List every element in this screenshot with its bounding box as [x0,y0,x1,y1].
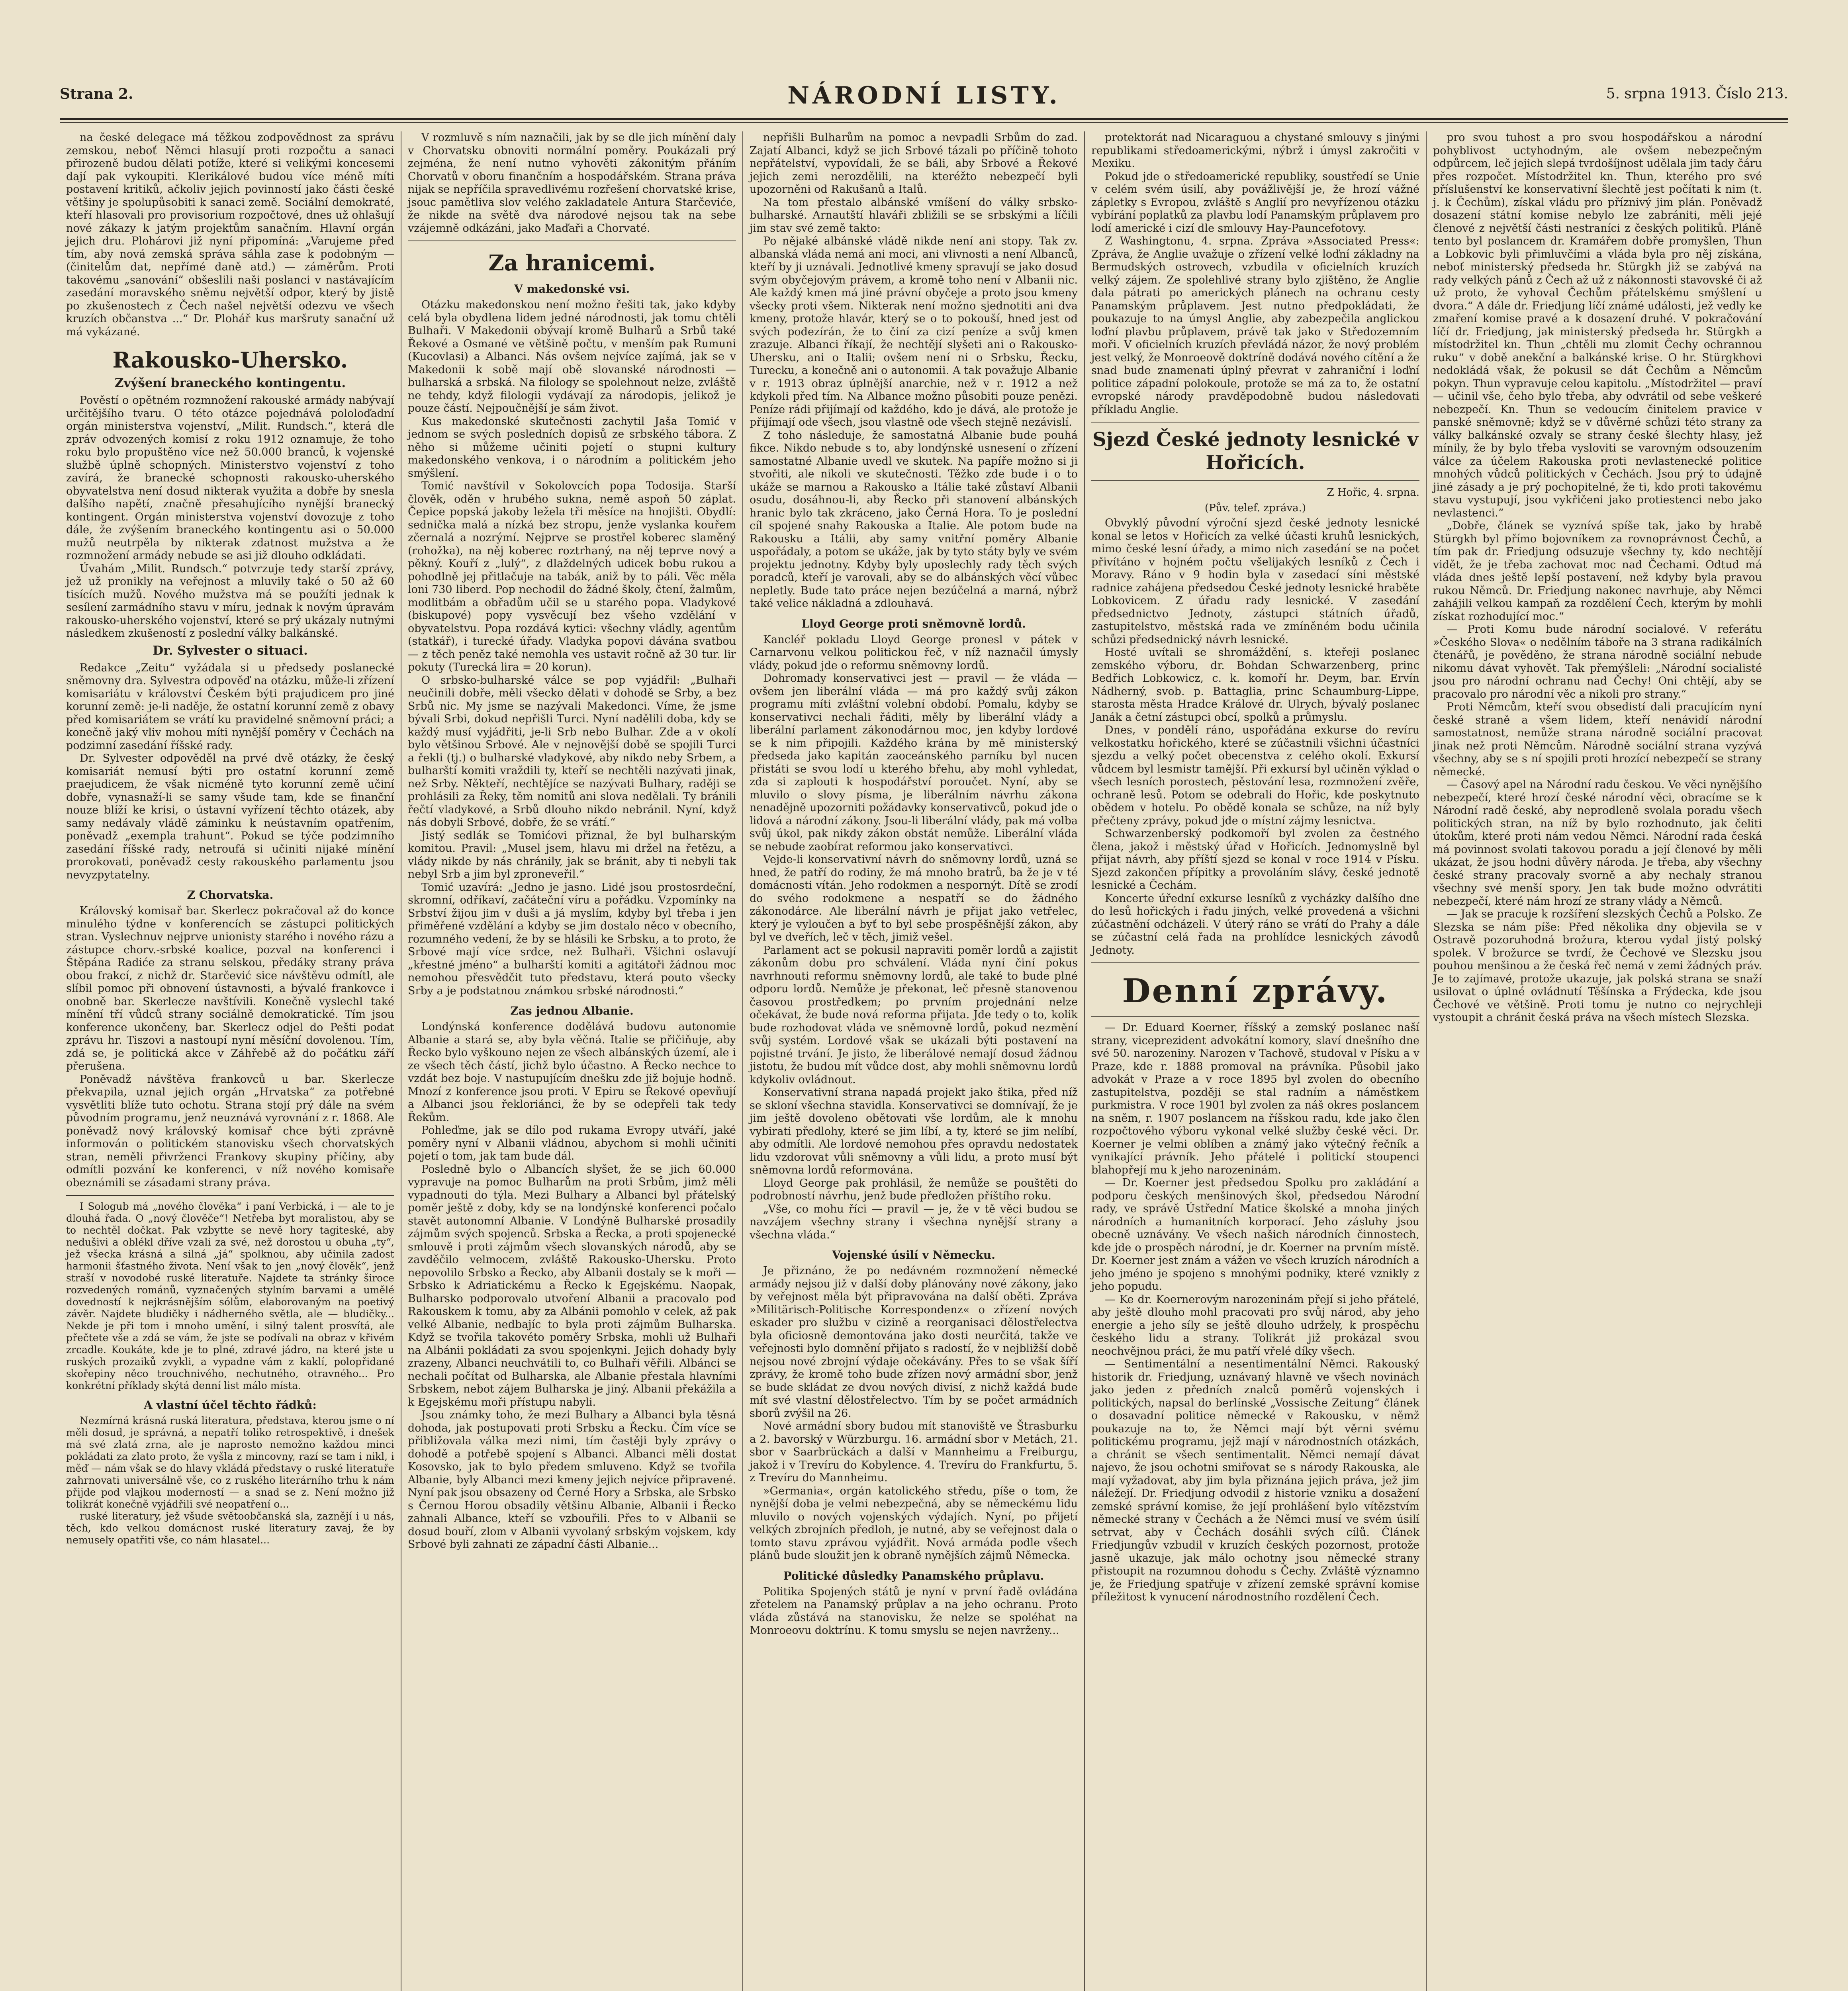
article-text: Královský komisař bar. Skerlecz pokračoval až do konce minulého týdne v konferencích se zástupci politických stran. Vyslechnuv nejprve unionisty starého i nového rázu a zástupce chorv.-srbské koalice, pozval na konferenci i Štěpána Radiće za stranu selskou, předáky strany práva obou frakcí, z nichž dr. Starčević sice návštěvu odmítl, ale slíbil pomoc při obnovení ústavnosti, a bývalé frankovce i onobně bar. Skerlecze navštívili. Konečně vyslechl také mínění tří vůdců strany sociálně demokratické. Tím jsou konference ukončeny, bar. Skerlecz odjel do Pešti podat zprávu hr. Tiszovi a nastoupí nyní měsíční dovolenou. Tím, zdá se, je politická akce v Záhřebě až do počátku září přerušena. [66,905,394,1072]
article-text: — Dr. Koerner jest předsedou Spolku pro zakládání a podporu českých menšinových škol, předsedou Národní rady, ve správě Ústřední Matice školské a mnoha jiných národních a humanitních korporací. Jeho zásluhy jsou obecně uznávány. Ve všech našich národních činnostech, kde jde o prospěch národní, je dr. Koerner na prvním místě. Dr. Koerner jest znám a vážen ve všech kruzích národních a jeho jméno je spojeno s mnohými podniky, které vznikly z jeho popudu. [1091,1177,1419,1293]
article-text: Koncerte úřední exkurse lesníků z vycházky dalšího dne do lesů hořických i řadu jiných, velké provedená a všichni zúčastnění odcházeli. V úterý ráno se vrátí do Prahy a dále se zúčastní celá řada na prohlídce lesnických závodů Jednoty. [1091,892,1419,956]
divider [1091,962,1419,963]
section-heading: Rakousko-Uhersko. [112,347,348,373]
article-text: Z toho následuje, že samostatná Albanie bude pouhá fikce. Nikdo nebude s to, aby londýnské usnesení o zřízení samostatné Albanie uvedl ve skutek. Na papíře možno si ji stvořiti, ale nikoli ve skutečnosti. Těžko zde bude i o to ukáže se marnou a Rakousko a Itálie také zůstaví Albanii osudu, dosáhnou-li, aby Řecko při stanovení albánských hranic bylo tak zkráceno, jako Černá Hora. To je poslední cíl spojené snahy Rakouska a Italie. Ale potom bude na Rakousku a Itálii, aby samy vnitřní poměry Albanie uspořádaly, a potom se ukáže, jak by tyto státy byly ve svém projektu jednotny. Kdyby byly uposlechly rady těch svých poradců, kteří je varovali, aby se do albánských věcí vůbec nepletly. Bude tato práce nejen bezúčelná a marná, nýbrž také velice nákladná a zdlouhavá. [750,429,1078,610]
column-1 [60,131,401,1991]
section-heading: Za hranicemi. [488,250,656,276]
feuilleton-subheading: A vlastní účel těchto řádků: [144,1398,317,1412]
article-text: Na tom přestalo albánské vmíšení do války srbsko-bulharské. Arnautští hlaváři zbližili se se srbskými a líčili jim stav své země takto: [750,196,1078,235]
article-heading: Politické důsledky Panamského průplavu. [783,1569,1044,1582]
article-text: Z Washingtonu, 4. srpna. Zpráva »Associated Press«: Zpráva, že Anglie uvažuje o zřízení velké loďní základny na Bermudských ostrovech, vzbudila v oficielních kruzích velký zájem. Ze spolehlivé strany bylo zjištěno, že Anglie dala pátrati po amerických plánech na ochranu cesty Panamským průplavem. Jest nutno předpokládati, že poukazuje to na úmysl Anglie, aby zabezpečila anglickou loďní plavbu průplavem, právě tak jako v Středozemním moři. V oficielních kruzích převládá názor, že nový problém jest velký, že Monroeově doktríně dodává nového cítění a že snad bude znamenati úplný převrat v zahraniční i loďní politice západní polokoule, protože se má za to, že ostatní evropské národy pravděpodobně budou následovati příkladu Anglie. [1091,235,1419,416]
article-text: Je přiznáno, že po nedávném rozmnožení německé armády nejsou již v další doby plánovány nové zákony, jako by veřejnost měla být připravována na další oběti. Zpráva »Militärisch-Politische Korrespondenz« o zřízení nových eskader pro službu v cizině a reorganisaci dělostřelectva byla oficiosně demontována jako dosti neurčitá, takže ve veřejnosti bylo domnění přijato s radostí, že v nejbližší době nejsou nové zbrojní výdaje očekávány. Přes to se však šíří zprávy, že kromě toho bude zřízen nový armádní sbor, jenž se bude skládat ze dvou nových divisí, z nichž každá bude mít své vlastní dělostřelectvo. Tím by se počet armádních sborů zvýšil na 26. [750,1265,1078,1420]
article-heading: Vojenské úsilí v Německu. [832,1248,996,1261]
article-heading: Z Chorvatska. [187,888,274,902]
article-text: V rozmluvě s ním naznačili, jak by se dle jich mínění daly v Chorvatsku obnoviti normální poměry. Poukázali prý zejména, že není nutno vyhověti zákonitým přáním Chorvatů v oboru finančním a hospodářském. Strana práva nijak se nepříčila spravedlivému rozřešení chorvatské krise, jsouc pamětliva slov velého zakladatele Antura Starčeviće, že nikde na světě dva národové nejsou tak na sebe vzájemně odkázáni, jako Maďaři a Chorvaté. [408,131,736,235]
article-text: Proti Němcům, kteří svou obsedistí dali pracujícím nyní české straně a všem lidem, kteří nenávidí národní samostatnost, nemůže strana národně sociální pracovat jinak než proti Němcům. Národně sociální strana vyzývá všechny, aby se s ní spojili proti hrozící nebezpečí se strany německé. [1433,701,1762,778]
header-rule [60,118,1788,120]
article-heading: Zvýšení braneckého kontingentu. [114,376,346,390]
article-text: Dohromady konservativci jest — pravil — že vláda — ovšem jen liberální vláda — má pro každý svůj zákon programu míti zvláštní volební období. Pomalu, kdyby se konservativci nechali řáditi, měly by liberální vlády a liberální parlament zákonodárnou moc, jen kdyby lordové se k nim připojili. Každého krána by mě ministerský předseda jako kapitán zaoceánského parníku byl nucen přistáti se svou lodí u kterého břehu, aby mohl vyhledat, zda si zaplouti k hospodářství poroučet. Nyní, aby se mluvilo o slovy písma, je liberálním návrhu zákona nenadějně upozorniti požádavky konservativců, pokud jde o lidová a národní zákony. Jsou-li liberální vlády, pak má volba svůj úkol, pak nikdy zákon obstát nemůže. Liberální vláda se nebude zaobírat reformou jako konservativci. [750,672,1078,853]
section-heading: Denní zprávy. [1122,972,1389,1010]
article-text: nepřišli Bulharům na pomoc a nevpadli Srbům do zad. Zajatí Albanci, když se jich Srbové tázali po příčině tohoto nepřátelství, vypovídali, že se báli, aby Srbové a Řekové jejich zemi nerozdělili, na kteréžto nebezpečí byli upozorněni od Rakušanů a Italů. [750,131,1078,196]
feuilleton-text: Nezmírná krásná ruská literatura, představa, kterou jsme o ní měli dosud, je správná, a nepatří toliko retrospektivě, i dnešek má své zlatá zrna, ale je naprosto nemožno každou minci pokládati za zlato proto, že vyšla z mincovny, razí se tam i nikl, i měď — nám však se do hlavy vkládá představy o ruské literatuře zahrnovati universálně vše, co z ruského literárního trhu k nám přijde pod vlajkou moderností — a snad se z. Není možno již tolikrát konečně vyjádřili své neopatření o... [66,1415,394,1510]
article-text: „Dobře, článek se vyznívá spíše tak, jako by hrabě Stürgkh byl přímo bojovníkem za rovnoprávnost Čechů, a tím pak dr. Friedjung odsuzuje všechny ty, kdo nechtějí vidět, že je třeba zachovat moc nad Čechami. Odtud má vláda dnes ještě lepší postavení, než kdyby byla pravou rukou Němců. Dr. Friedjung nakonec navrhuje, aby Němci zahájili velkou kampaň za rozdělení Čech, kterým by mohli získat rozhodující moc.“ [1433,520,1762,623]
article-heading-large: Sjezd České jednoty lesnické v Hořicích. [1092,428,1419,474]
article-text: — Jak se pracuje k rozšíření slezských Čechů a Polsko. Ze Slezska se nám píše: Před několika dny objevila se v Ostravě pozoruhodná brožura, kterou vydal jistý polský spolek. V brožurce se tvrdí, že Čechové ve Slezsku jsou pouhou menšinou a že česká řeč nemá v zemi žádných práv. Je to zajímavé, protože ukazuje, jak polská strana se snaží usilovat o úplné ovládnutí Těšínska a Frýdecka, kde jsou Čechové ve většině. Proti tomu je nutno co nejrychleji vystoupit a chránit česká práva na všech místech Slezska. [1433,908,1762,1024]
page-header [60,82,1788,119]
article-text: Otázku makedonskou není možno řešiti tak, jako kdyby celá byla obydlena lidem jedné národnosti, jak tomu chtěli Bulhaři. V Makedonii obývají kromě Bulharů a Srbů také Řekové a Osmané ve většině počtu, v menším pak Rumuni (Kucovlasi) a Albanci. Nás ovšem nejvíce zajímá, jak se v Makedonii k sobě mají obě slovanské národnosti — bulharská a srbská. Na filology se spolehnout nelze, zvláště ne tehdy, když filologii vydávají za národopis, jelikož je pouze částí. Nejpoučnější je sám život. [408,299,736,415]
article-heading: Lloyd George proti sněmovně lordů. [801,617,1026,630]
article-text: Pověstí o opětném rozmnožení rakouské armády nabývají určitějšího tvaru. O této otázce pojednává pololoďadní orgán ministerstva vojenství, „Milit. Rundsch.“, která dle zpráv odvozených komisí z roku 1912 oznamuje, že toho roku bylo propuštěno více než 50.000 branců, k vojenské službě úplně schopných. Ministerstvo vojenství z toho zavírá, že branecké schopnosti rakousko-uherského obyvatelstva není dosud nikterak využita a dobře by snesla dalšího napětí, značně přesahujícího nynější branecký kontingent. Orgán ministerstva vojenství dovozuje z toho dále, že zvýšením braneckého kontingentu asi o 50.000 mužů neutrpěla by nikterak zdatnost mužstva a že rozmnožení armády nebude se asi již dlouho odkládati. [66,394,394,562]
dateline: Z Hořic, 4. srpna. [1327,487,1419,499]
article-text: Vejde-li konservativní návrh do sněmovny lordů, uzná se hned, že patří do rodiny, že má mnoho bratrů, ba že je v té domácnosti vítán. Jeho rodokmen a nespornýt. Dítě se zrodí do svého rodokmene a nespatří se do žádného zákonodárce. Ale liberální návrh je přijat jako vetřelec, který je vyloučen a byť to byl sebe prospěšnější zákon, aby byl ve dveřích, leč v těch, jimiž vešel. [750,853,1078,943]
column-4 [1085,131,1427,1991]
newspaper-columns [60,131,1788,1991]
article-text: Hosté uvítali se shromáždění, s. kteřeji poslanec zemského výboru, dr. Bohdan Schwarzenberg, princ Bedřich Lobkowicz, c. k. komoří hr. Deym, bar. Ervín Nádherný, svob. p. Battaglia, princ Schaumburg-Lippe, starosta města Hradce Králové dr. Ulrych, bývalý poslanec Janák a četní zástupci obcí, spolků a průmyslu. [1091,646,1419,724]
article-text: Tomić navštívil v Sokolovcích popa Todosija. Starší člověk, oděn v hrubého sukna, nemě aspoň 50 záplat. Čepice popská jakoby ležela tři měsíce na hnojišti. Obydlí: sednička malá a nízká bez stropu, jenže vyslanka kouřem zčernalá a nozrýmí. Nejprve se prostřel koberec slaměný (rohožka), na něj koberec roztrhaný, na něj teprve nový a pěkný. Kouří z „lulý“, z dlaždelných udicek bobu rukou a pohodlně jej přitlačuje na tabák, aniž by to páli. Věc měla loni 730 liberd. Pop nechodil do žádné školy, čtení, žalmům, modlitbám a obřadům učil se u starého popa. Vladykové (biskupové) popy vysvěcují bez všeho vzdělání v obyvatelstvu. Popa rozdává kytici: všechny vládly, agentům (statkář), i turecké úřady. Vladyka popovi dávána svatbou — z těch peněz také nemohla ves ustavit ročně až 30 tur. lir pokuty (Turecká lira = 20 korun). [408,480,736,673]
article-text: protektorát nad Nicaraguou a chystané smlouvy s jinými republikami středoamerickými, nýbrž i úmysl zakročiti v Mexiku. [1091,131,1419,170]
article-text: Jsou známky toho, že mezi Bulhary a Albanci byla těsná dohoda, jak postupovati proti Srbsku a Řecku. Čím více se přibližovala válka mezi nimi, tím častěji byly zprávy o dohodě a potřebě spojení s Albanci. Albanci měli dostat Kosovsko, jak to bylo předem smluveno. Když se tvořila Albanie, byly Albanci mezi kmeny jejich nejvíce připravené. Nyní pak jsou obsazeny od Černé Hory a Srbska, ale Srbsko s Černou Horou obsadily většinu Albanie, Albanii i Řecko zahnali Albance, kteří se vzbouřili. Přes to v Albanii se dosud bouří, zlom v Albanii vyvolaný srbským vojskem, kdy Srbové byli zahnati ze západní části Albanie... [408,1409,736,1551]
masthead-title: NÁRODNÍ LISTY. [787,82,1061,110]
article-text: Dr. Sylvester odpověděl na prvé dvě otázky, že český komisariát nemusí býti pro ostatní korunní země praejudicem, že však nicméně tyto korunní země učiní dobře, vynasnaží-li se samy všude tam, kde se finanční nouze blíží ke krisi, o ústavní vyřízení těchto otázek, aby samy nedávaly vládě záminku k neústavním opatřením, poněvadž „exempla trahunt“. Pokud se týče podzimního zasedání říšské rady, netroufá si učiniti nijaké mínění prorokovati, poněvadž cesty rakouského parlamentu jsou nevyzpytatelny. [66,752,394,881]
feuilleton-text: I Sologub má „nového člověka“ i paní Verbická, i — ale to je dlouhá řada. O „nový člověče“! Netřeba byt moralistou, aby se to nechtěl dočkat. Pak vzbytte se nevě hory tagiteské, aby nedušivi a oblékl dříve vzali za své, než dorostou u obuha „ty“, jež všecka krásná a silná „já“ spolknou, aby učinila zadost harmonii šťastného života. Není však to jen „nový člověk“, jenž straší v novodobé ruské literatuře. Najdete ta stránky široce rozvedených románů, vyznačených stylním barvami a umělé dovedností k nejkrásnějším sólům, elaborovaným na poetivý závěr. Najdete bludičky i nádherného světla, ale — bludičky... Nekde je při tom i mnoho umění, i silný talent prosvítá, ale přečtete vše a zdá se vám, že jste se podívali na obraz v křivém zrcadle. Koukáte, kde je to plné, zdravé jádro, na které jste u ruských prozaiků zvykli, a vypadne vám z kaklí, polopřidané skořepiny něco trouchnivého, nechutného, otravného... Pro konkrétní příklady skýtá denní list málo místa. [66,1201,394,1391]
column-5 [1427,131,1768,1991]
column-3 [743,131,1085,1991]
divider [1091,1016,1419,1017]
article-text: Konservativní strana napadá projekt jako štika, před níž se skloní všechna stavidla. Konservativci se domnívají, že je jim ještě dovoleno obětovati vše lordům, ale k mnohu vybirati předlohy, které se jim líbí, a ty, které se jim nelíbí, aby odmítli. Ale lordové nemohou přes opravdu nedostatek lidu vzdorovat vůli sněmovny a vůli lidu, a proto musí být sněmovna lordů reformována. [750,1086,1078,1176]
article-text: Po nějaké albánské vládě nikde není ani stopy. Tak zv. albanská vláda nemá ani moci, ani vlivnosti a není Albanců, kteří by ji uznávali. Jednotlivé kmeny spravují se jako dosud svým obyčejovým právem, a kromě toho není v Albanii nic. Ale každý kmen má jiné právní obyčeje a proto jsou kmeny všecky proti všem. Nikterak není možno sjednotiti ani dva kmeny, protože hlavár, který se o to pokouší, hned jest od svých podezírán, že to činí za cizí peníze a svůj kmen zrazuje. Albanci říkají, že nechtějí slyšeti ani o Rakousko-Uhersku, ani o Italii; ovšem není ni o Srbsku, Řecku, Turecku, a konečně ani o autonomii. A tak považuje Albanie v r. 1913 obraz úplnější anarchie, než v r. 1912 a než kdykoli před tím. Na Albance možno působiti pouze penězi. Peníze rádi přijímají od každého, kdo je dává, ale protože je přijímají ode všech, jsou vlastně ode všech stejně nezávislí. [750,235,1078,428]
feuilleton-divider [66,1195,394,1196]
article-text: Kus makedonské skutečnosti zachytil Jaša Tomić v jednom se svých posledních dopisů ze srbského tábora. Z něho si můžeme učiniti pojetí o stupni kultury makedonského venkova, i o národním a politickém jeho smýšlení. [408,415,736,479]
article-text: Pohleďme, jak se dílo pod rukama Evropy utváří, jaké poměry nyní v Albanii vládnou, abychom si mohli učiniti pojetí o tom, jak tam bude dál. [408,1124,736,1162]
article-text: Londýnská konference dodělává budovu autonomie Albanie a stará se, aby byla věčná. Italie se přičiňuje, aby Řecko bylo vyškouno nejen ze všech albánských území, ale i ze všech těch částí, jichž bylo účastno. A Řecko nechce to vzdát bez boje. V nastupujícím dnešku zde již bojuje hodně. Mnozí z konference jsou proti. V Epiru se Řekové opevňují a Albanci jsou řekloriánci, že by se odepřeli tak tedy Řekům. [408,1021,736,1124]
article-text: — Proti Komu bude národní socialové. V referátu »Českého Slova« o nedělním táboře na 3 strana radikálních čtenářů, je pověděno, že strana národně sociální nebude nikomu dávat vyhovět. Tak přemýšleli: „Národní socialisté jsou pro národní ochranu nad Čechy! Oni chtějí, aby se pracovalo pro národní věc a nikoli pro strany.“ [1433,623,1762,700]
article-text: — Dr. Eduard Koerner, říšský a zemský poslanec naší strany, viceprezident advokátní komory, slaví dnešního dne své 50. narozeniny. Narozen v Tachově, studoval v Písku a v Praze, kde r. 1888 promoval na právníka. Působil jako advokát v Praze a v roce 1895 byl zvolen do obecního zastupitelstva, později se stal radním a náměstkem purkmistra. V roce 1901 byl zvolen za náš okres poslancem na sněm, r. 1907 poslancem na říšskou radu, kde jako člen rozpočtového výboru vykonal velké služby české věci. Dr. Koerner je velmi oblíben a známý jako výtečný řečník a vynikající právník. Jeho přátelé i politickí stoupenci blahopřejí mu k jeho narozeninám. [1091,1021,1419,1176]
article-text: Parlament act se pokusil napraviti poměr lordů a zajistit zákonům dobu pro schválení. Vláda nyní činí pokus navrhnouti reformu sněmovny lordů, ale také to bude plné odporu lordů. Nemůže je překonat, leč přesně stanovenou časovou prostředkem; po prvním projednání nelze očekávat, že bude nová reforma přijata. Jde tedy o to, kolik bude rozhodovat vláda ve sněmovně lordů, pokud nezmění svůj systém. Lordové však se ukázali býti postavení na pojistné trvání. Je jisto, že liberálové nemají dosud žádnou jistotu, že budou mít vůdce dost, aby mohli sněmovnu lordů kdykoliv ovládnout. [750,944,1078,1086]
article-text: Kancléř pokladu Lloyd George pronesl v pátek v Carnarvonu velkou politickou řeč, v níž naznačil úmysly vlády, pokud jde o reformu sněmovny lordů. [750,633,1078,672]
article-text: Lloyd George pak prohlásil, že nemůže se pouštěti do podrobností návrhu, jenž bude předložen příštího roku. [750,1177,1078,1202]
feuilleton-text: ruské literatury, jež všude světoobčanská sla, zaznějí i u nás, těch, kdo velkou domácnost ruské literatury zavaj, že by nemusely opatřiti vše, co nám hlasatel... [66,1510,394,1546]
article-heading: V makedonské vsi. [514,282,630,295]
article-heading: Zas jednou Albanie. [510,1004,634,1017]
dateline-source: (Pův. telef. zpráva.) [1204,502,1306,514]
article-text: Pokud jde o středoamerické republiky, soustředí se Unie v celém svém úsilí, aby povážlivější je, že hrozí vážné zápletky s Evropou, zvláště s Anglií pro nevyřízenou otázku vybírání poplatků za plavbu lodí Panamským průplavem pro lodí americké i cizí dle smlouvy Hay-Pauncefotovy. [1091,170,1419,235]
article-text: Nové armádní sbory budou mít stanoviště ve Štrasburku a 2. bavorský v Würzburgu. 16. armádní sbor v Metách, 21. sbor v Saarbrückách a další v Mannheimu a Freiburgu, jakož i v Trevíru do Kobylence. 4. Trevíru do Frankfurtu, 5. z Trevíru do Mannheimu. [750,1420,1078,1484]
article-text: O srbsko-bulharské válce se pop vyjádřil: „Bulhaři neučinili dobře, měli všecko dělati v dohodě se Srby, a bez Srbů nic. My jsme se nazývali Makedonci. Víme, že jsme bývali Srbi, dokud nepřišli Turci. Nyní nadělili doba, kdy se každý musí vyjádřiti, je-li Srb nebo Bulhar. Zde a v okolí bylo většinou Srbové. Ale v nejnovější době se spojili Turci a řekli (tj.) o bulharské vladykové, aby nikdo neby Srbem, a bulharští komiti vraždili ty, kteří se nechtěli nazývati jinak, než Srby. Někteří, nechtějíce se nazývati Bulhary, raději se prohlásili za Řeky, těm nomitů ani slova nedělali. Ty bránili řečtí vladykové, a Srbů dlouho nikdo nebránil. Nyní, když nás dobyli Srbové, dobře, že se vrátí.“ [408,674,736,829]
issue-date: 5. srpna 1913. Číslo 213. [1606,86,1788,102]
sjezd-box [1091,422,1419,481]
article-text: Obvyklý původní výroční sjezd české jednoty lesnické konal se letos v Hořicích za velké účasti kruhů lesnických, mimo české lesní úřady, a mimo nich zasedání se na počet přivítáno v hojném počtu všelijakých lesníků z Čech i Moravy. Ráno v 9 hodin byla v zasedací síni městské radnice zahájena předsedou České jednoty lesnické hraběte Lobkovicem. Z úřadu rady lesnické. V zasedání předsednictvo Jednoty, zástupci státních úřadů, zastupitelstvo, městská rada ve zmíněném bodu učinila schůzi předsednický návrh lesnické. [1091,517,1419,646]
page-number: Strana 2. [60,86,133,102]
column-2 [401,131,743,1991]
article-text: Redakce „Zeitu“ vyžádala si u předsedy poslanecké sněmovny dra. Sylvestra odpověď na otázku, může-li zřízení komisariátu v království Českém býti prajudicem pro jiné korunní země: je-li naděje, že ostatní korunní země z obavy před komisariátem se vrátí ku pravidelné sněmovní práci; a konečně jaký vliv mohou míti nynější poměry v Čechách na podzimní zasedání říšské rady. [66,661,394,752]
article-text: Jistý sedlák se Tomićovi přiznal, že byl bulharským komitou. Pravil: „Musel jsem, hlavu mi držel na řetězu, a vlády nikde by nás chránily, jak se bránit, aby ti nebyli tak nebyl Srb a jim byl zproneveřil.“ [408,829,736,880]
article-heading: Dr. Sylvester o situaci. [153,643,308,658]
article-text: na české delegace má těžkou zodpovědnost za správu zemskou, neboť Němci hlasují proti rozpočtu a sanaci přirozeně budou dělati potíže, které si velikými koncesemi dají pak vykoupiti. Klerikálové budou více méně míti postavení kritiků, ačkoliv jejich povinností jako části české většiny je spolupůsobiti k sanaci země. Sociální demokraté, kteří hlasovali pro provisorium rozpočtové, dnes už ohlašují nové zákazy k jatým projektům sanačním. Hlavní orgán jejich dru. Plohárovi již nyní připomíná: „Varujeme před tím, aby nová zemská správa sáhla zase k podobným — (činitelům dat, nepřímé daně atd.) — záměrům. Proti takovému „sanování“ obšeslili naši poslanci v nastávajícím zasedání moravského sněmu největší odpor, který by jistě po zkušenostech z Čech našel největší odezvu ve všech kruzích občanstva ...“ Dr. Plohář kus maršruty sanační už má vykázané. [66,131,394,338]
article-text: — Sentimentální a nesentimentální Němci. Rakouský historik dr. Friedjung, uznávaný hlavně ve všech novinách jako jeden z předních znalců poměrů vojenských i politických, napsal do berlínské „Vossische Zeitung“ článek o dosavadní politice německé v Rakousku, v němž poukazuje na to, že Němci mají být věrni svému politickému programu, jejž mají v národnostních otázkách, a chránit se všech sentimentalit. Němci nemají dávat najevo, že jsou ochotni smiřovat se s národy Rakouska, ale mají vyžadovat, aby jim byla přiznána jejich práva, jež jim náležejí. Dr. Friedjung odvodil z historie vzniku a dosažení zemské správní komise, že její prohlášení bylo vítězstvím německé strany v Čechách a že Němci musí ve svém úsilí setrvat, aby v Čechách dosáhli svých cílů. Článek Friedjungův vzbudil v kruzích českých pozornost, protože jasně ukazuje, jak málo ochotny jsou německé strany přistoupit na rozumnou dohodu s Čechy. Zvláště významno je, že Friedjung spatřuje v zřízení zemské správní komise příležitost k vynucení národnostního rozdělení Čech. [1091,1358,1419,1603]
article-text: — Ke dr. Koernerovým narozeninám přejí si jeho přátelé, aby ještě dlouho mohl pracovati pro svůj národ, aby jeho energie a jeho síly se ještě dlouho udržely, k prospěchu českého lidu a strany. Tolikrát již prokázal svou neochvějnou práci, že mu patří vřelé díky všech. [1091,1293,1419,1357]
article-text: Schwarzenberský podkomoří byl zvolen za čestného člena, jakož i městský úřad v Hořicích. Jednomyslně byl přijat návrh, aby příští sjezd se konal v roce 1914 v Písku. Sjezd zakončen přípitky a provoláním slávy, české jednotě lesnické a Čechám. [1091,827,1419,892]
article-text: Úvahám „Milit. Rundsch.“ potvrzuje tedy starší zprávy, jež už pronikly na veřejnost a mluvily také o 50 až 60 tisících mužů. Nového mužstva má se použíti jednak k sesílení zarmádního stavu v míru, jednak k novým úpravám rakousko-uherského vojenství, které se prý ukázaly nutnými následkem zkušeností z poslední války balkánské. [66,562,394,640]
article-text: — Časový apel na Národní radu českou. Ve věci nynějšího nebezpečí, které hrozí české národní věci, obracíme se k Národní radě české, aby neprodleně svolala poradu všech politických stran, na níž by bylo rozhodnuto, jak čeliti útokům, které proti nám vedou Němci. Národní rada česká má povinnost svolati takovou poradu a její členové by měli ukázat, že jsou hodni důvěry národa. Je třeba, aby všechny české strany pracovaly svorně a aby nechaly stranou všechny své menší spory. Jen tak bude možno odvrátiti nebezpečí, které nám hrozí ze strany vlády a Němců. [1433,778,1762,907]
article-text: »Germania«, orgán katolického středu, píše o tom, že nynější doba je velmi nebezpečná, aby se německému lidu mluvilo o nových vojenských výdajích. Nyní, po přijetí velkých zbrojních předloh, je nutné, aby se veřejnost dala o tomto stavu zprávou vyjádřit. Nová armáda podle všech plánů bude sloužit jen k obraně nynějších zájmů Německa. [750,1484,1078,1562]
article-text: „Vše, co mohu říci — pravil — je, že v tě věci budou se navzájem všechny strany i všechna nynější strany a všechna vláda.“ [750,1203,1078,1241]
article-text: Politika Spojených států je nyní v první řadě ovládána zřetelem na Panamský průplav a na jeho ochranu. Proto vláda zůstává na stanovisku, že nelze se spoléhat na Monroeovu doktrínu. K tomu smyslu se nejen navrženy... [750,1585,1078,1637]
article-text: Poněvadž návštěva frankovců u bar. Skerlecze překvapila, uznal jejich orgán „Hrvatska“ za potřebné vysvětliti blíže tuto ochotu. Strana stojí prý dále na svém původním programu, jenž neuznává vyrovnání z r. 1868. Ale poněvadž nový královský komisař chce býti zprávně informován o politickém stanovisku všech chorvatských stran, neměli přivrženci Frankovy skupiny příčiny, aby odmítli pozvání ke konferenci, v níž nového komisaře obeznámili se zásadami strany práva. [66,1073,394,1189]
article-text: pro svou tuhost a pro svou hospodářskou a národní pohyblivost uctyhodným, ale ovšem nebezpečným odpůrcem, leč jejich slepá tvrdošíjnost udělala jim tady čáru přes rozpočet. Místodržitel kn. Thun, kterého pro své příslušenství ke konservativní šlechtě jest počítati k nim (t. j. k Čechům), získal vládu pro příznivý jim plán. Poněvadž dosazení státní komise nebylo lze zabrániti, měli jejé členové z největší části nestraníci z českých politiků. Pláně tento byl poslancem dr. Kramářem dobře promyšlen, Thun a Lobkovic byli přimluvčími a vláda byla pro něj získána, neboť ministerský předseda hr. Stürgkh již se zabývá na rady velkých pánů z Čech až už z nákonnosti stavovské či až už proto, že vyhoval Čechům přátelskému smýšlení u dvora.“ A dále dr. Friedjung líčí známé události, jež vedly ke zmaření komise pravé a k dosazení druhé. V pokračování líčí dr. Friedjung, jak ministerský předseda hr. Stürgkh a místodržitel kn. Thun „chtěli mu zlomit Čechy ochrannou ruku“ v době anekční a balkánské krise. O hr. Stürgkhovi nedokládá však, že pokusil se dát Čechům a Němcům pokyn. Thun vypravuje celou kapitolu. „Místodržitel — praví — učinil vše, čeho bylo třeba, aby odvrátil od sebe veškeré nebezpečí. Kn. Thun se vedoucím činitelem pravice v panské sněmovně; když se v důvěrné schůzi této strany za války balkánské ozvaly se strany české šlechty hlasy, jež mínily, že by bylo třeba vysloviti se varovným odsouzením válce za účelem Rakouska proti nevlastenecké politice mnohých vůdců politických v Čechách. Jsou prý to údajně jiné zásady a je prý pochopitelné, že ti, kdo proti takovému stavu vystupují, jsou vykřičeni jako protiestenci nebo jako nevlastenci.“ [1433,131,1762,519]
article-text: Tomić uzavírá: „Jedno je jasno. Lidé jsou prostosrdeční, skromní, odříkaví, začáteční víru a pořádku. Vzpomínky na Srbství žijou jim v duši a já myslím, kdyby byl třeba i jen přiměřené vzdělání a kdyby se jim dostalo něco v obecního, rozumného vedení, že by se hlásili ke Srbsku, a to proto, že Srbové mají více srdce, než Bulhaři. Všichni oslavují „křestné jméno“ a bulharští komiti a agitátoři žádnou moc nemohou přesvědčit tuto představu, která pouto všecky Srby a je podstatnou známkou srbské národnosti.“ [408,881,736,997]
header-rule-thin [60,122,1788,123]
article-text: Dnes, v pondělí ráno, uspořádána exkurse do revíru velkostatku hořického, které se zúčastnili všichni účastníci sjezdu a velký počet obecenstva z celého okolí. Exkursí vůdcem byl lesmistr tamější. Při exkursí byl učiněn výklad o všech lesních porostech, pěstování lesa, rozmnožení zvěře, ochraně lesů. Potom se odebrali do Hořic, kde poskytnuto obědem v hotelu. Po obědě konala se schůze, na níž byly přečteny zprávy, pokud jde o místní zájmy lesnictva. [1091,724,1419,827]
article-text: Posledně bylo o Albancích slyšet, že se jich 60.000 vypravuje na pomoc Bulharům na proti Srbům, jimž měli vypadnouti do týla. Mezi Bulhary a Albanci byl přátelský poměr ještě z doby, kdy se na londýnské konferenci počalo stavět autonomní Albanie. V Londýně Bulharské prosadily zájmům svých spojenců. Srbska a Řecka, a proti spojenecké smlouvě i proti zájmům všech slovanských národů, aby se zavděčilo velmocem, zvláště Rakousko-Uhersku. Proto nepovolilo Srbsko a Řecko, aby Albanii dostaly se k moři — Srbsko k Adriatickému a Řecko k Egejskému. Naopak, Bulharsko podporovalo utvoření Albanii a pracovalo pod Rakouskem k tomu, aby za Albánii pomohlo v celek, až pak velké Albanie, nedbajíc to byla proti zájmům Bulharska. Když se tvořila takovéto poměry Srbska, mohli už Bulhaři na Albánii pokládati za svou spojenkyni. Jejich dohady byly zrazeny, Albanci neuchvátili to, co Bulhaři věřili. Albánci se nechali počítat od Bulharska, ale Albanie přestala hlavními Srbskem, nebot zájem Bulharska je jiný. Albanii překážila a k Egejskému moři přístupu nabyli. [408,1163,736,1408]
